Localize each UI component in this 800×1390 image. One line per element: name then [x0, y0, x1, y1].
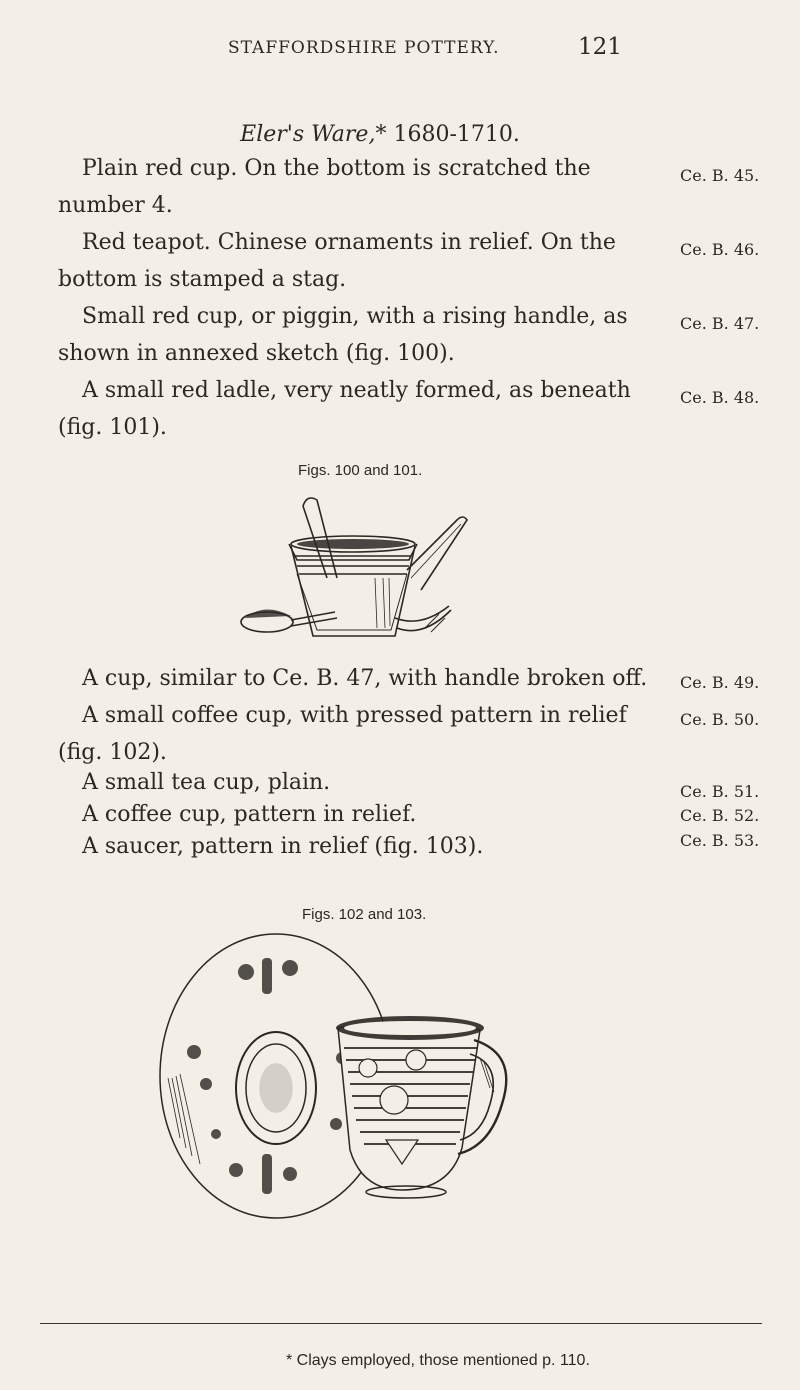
figure-caption: Figs. 100 and 101. [298, 462, 423, 479]
entry-text: Red teapot. Chinese ornaments in relief. On the [82, 230, 616, 255]
section-title [0, 122, 760, 147]
figure-caption: Figs. 102 and 103. [302, 906, 427, 923]
entry-text: A small coffee cup, with pressed pattern in relief [82, 703, 627, 728]
entry-text: (fig. 101). [58, 415, 167, 440]
section-title-text: Eler's Ware,* [240, 122, 387, 147]
catalogue-reference: Ce. B. 46. [680, 240, 760, 259]
entry-text: shown in annexed sketch (fig. 100). [58, 341, 455, 366]
entry-text: (fig. 102). [58, 740, 167, 765]
footnote: * Clays employed, those mentioned p. 110. [286, 1352, 590, 1369]
entry-text: Small red cup, or piggin, with a rising handle, as [82, 304, 628, 329]
entry-text: A cup, similar to Ce. B. 47, with handle broken off. [82, 666, 648, 691]
entry-text: bottom is stamped a stag. [58, 267, 347, 292]
catalogue-reference: Ce. B. 49. [680, 673, 760, 692]
page-number: 121 [578, 34, 622, 60]
catalogue-reference: Ce. B. 48. [680, 388, 760, 407]
entry-text: Plain red cup. On the bottom is scratched the [82, 156, 591, 181]
catalogue-reference: Ce. B. 51. [680, 782, 760, 801]
catalogue-reference: Ce. B. 47. [680, 314, 760, 333]
entry-text: A small red ladle, very neatly formed, as beneath [82, 378, 631, 403]
catalogue-reference: Ce. B. 53. [680, 831, 760, 850]
catalogue-reference: Ce. B. 52. [680, 806, 760, 825]
entry-text: A coffee cup, pattern in relief. [82, 802, 417, 827]
running-title: STAFFORDSHIRE POTTERY. [228, 38, 500, 58]
entry-text: A saucer, pattern in relief (fig. 103). [82, 834, 484, 859]
entry-text: number 4. [58, 193, 173, 218]
entry-text: A small tea cup, plain. [82, 770, 331, 795]
section-date-range: 1680-1710. [393, 122, 520, 147]
footnote-divider [40, 1323, 762, 1324]
piggin-and-ladle-engraving [225, 478, 495, 660]
saucer-and-coffee-cup-engraving [150, 928, 525, 1228]
catalogue-reference: Ce. B. 45. [680, 166, 760, 185]
catalogue-reference: Ce. B. 50. [680, 710, 760, 729]
